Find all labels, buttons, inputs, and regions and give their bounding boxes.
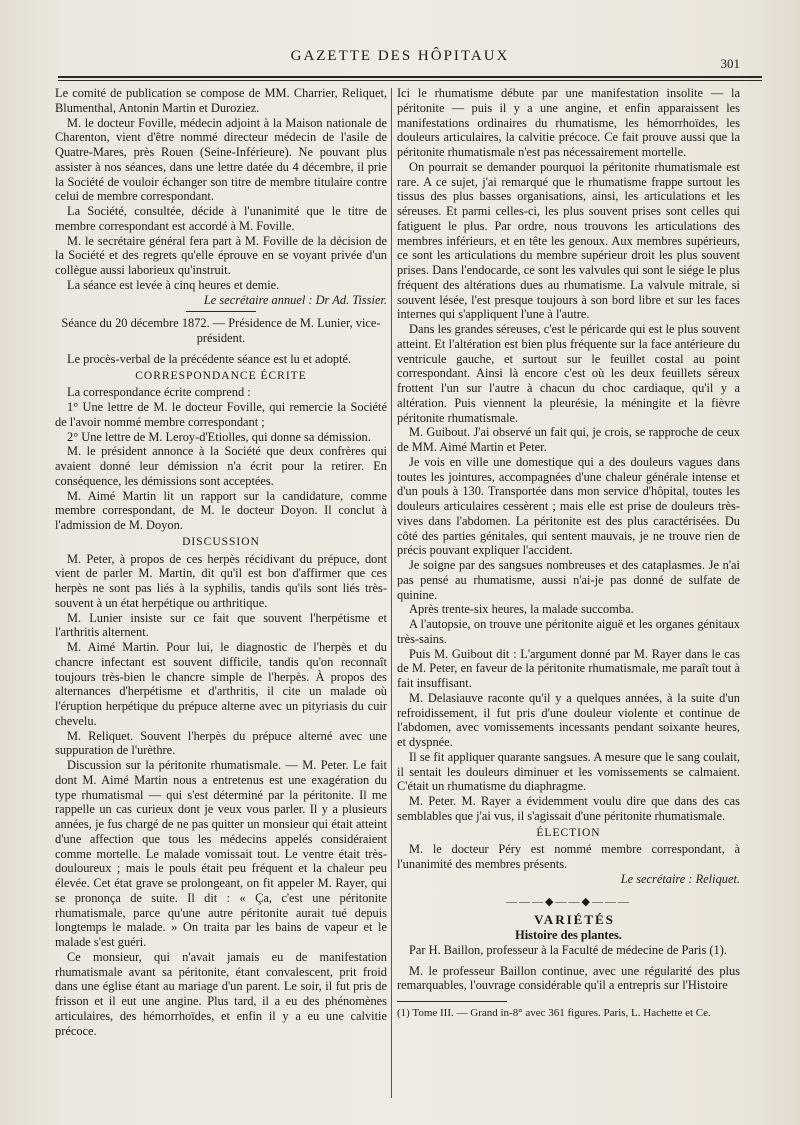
section-heading-election: ÉLECTION <box>536 826 601 839</box>
header-rule-thick <box>58 76 762 78</box>
paragraph: M. Delasiauve raconte qu'il y a quelques années, à la suite d'un refroidissement, il fut pris d'une douleur violente et continue de l'abdomen, avec vomissements incessants pendant soixante heures, et dyspnée. <box>397 690 740 749</box>
paragraph: M. le professeur Baillon continue, avec une régularité des plus remarquables, l'ouvrage considérable qu'il a entrepris sur l'Histoire <box>397 963 740 993</box>
paragraph: M. Aimé Martin. Pour lui, le diagnostic de l'herpès et du chancre infectant est souvent difficile, tandis qu'on reconnaît toujours très-bien le chancre simple de l'herpès. À propos des alternances d'herpétisme et d'arthritis, il cite un malade où l'éruption herpétique du prépuce alterne avec un pityriasis du cuir chevelu. <box>55 640 387 728</box>
paragraph: Ici le rhumatisme débute par une manifestation insolite — la péritonite — puis il y a une angine, et enfin apparaissent les manifestations ordinaires du rhumatisme, les hémorrhoïdes, les douleurs articulaires, la calvitie précoce. Ce fait prouve aussi que la péritonite rhumatismale n'est pas nécessairement mortelle. <box>397 86 740 159</box>
paragraph: M. Peter, à propos de ces herpès récidivant du prépuce, dont vient de parler M. Martin, dit qu'il est bon d'affirmer que ces herpès ne sont pas liés à la syphilis, tandis qu'ils sont liés très-souvent à un état herpétique ou arthritique. <box>55 551 387 610</box>
paragraph: M. Guibout. J'ai observé un fait qui, je crois, se rapproche de ceux de MM. Aimé Martin et Peter. <box>397 425 740 454</box>
paragraph: 2° Une lettre de M. Leroy-d'Etiolles, qui donne sa démission. <box>67 429 371 444</box>
section-heading-discussion: DISCUSSION <box>182 535 260 548</box>
signature-line: Le secrétaire annuel : Dr Ad. Tissier. <box>203 292 387 307</box>
paragraph: On pourrait se demander pourquoi la péritonite rhumatismale est rare. A ce sujet, j'ai remarqué que le rhumatisme frappe surtout les tissus des plus basses organisations, ainsi, les articulations et les séreuses. Et parmi celles-ci, les plus souvent prises sont celles qui fatiguent le plus. Par ordre, nous trouvons les articulations des membres inférieurs, et en tête les genoux. Aux membres supérieurs, ce sont les articulations du membre supérieur droit les plus souvent prises. Dans l'endocarde, ce sont les valvules qui sont le siége le plus fréquent des altérations dues au rhumatisme. La valvule mitrale, si souvent lésée, l'est presque toujours à son bord libre et sur les faces internes qui s'appliquent l'une à l'autre. <box>397 159 740 322</box>
masthead-title: GAZETTE DES HÔPITAUX <box>290 48 510 64</box>
paragraph: M. le docteur Foville, médecin adjoint à la Maison nationale de Charenton, vient d'être nommé directeur médecin de l'asile de Quatre-Mares, près Rouen (Seine-Inférieure). Ne pouvant plus assister à nos séances, dans une lettre datée du 4 décembre, il prie la Société de vouloir échanger son titre de membre titulaire contre celui de membre correspondant. <box>55 115 387 204</box>
paragraph: Puis M. Guibout dit : L'argument donné par M. Rayer dans le cas de M. Peter, en faveur de la péritonite rhumatismale, me paraît tout à fait insuffisant. <box>397 646 740 690</box>
paragraph: M. Peter. M. Rayer a évidemment voulu dire que dans des cas semblables que j'ai vus, il s'agissait d'une péritonite rhumatismale. <box>397 794 740 823</box>
paragraph: La Société, consultée, décide à l'unanimité que le titre de membre correspondant est accordé à M. Foville. <box>55 204 387 233</box>
paragraph: M. Reliquet. Souvent l'herpès du prépuce alterné avec une suppuration de l'urèthre. <box>55 728 387 758</box>
paragraph: Ce monsieur, qui n'avait jamais eu de manifestation rhumatismale avant sa péritonite, étant convalescent, prit froid dans une église étant au mariage d'un parent. Le soir, il fut pris de frisson et il eut une angine. Plus tard, il a eu des phénomènes articulaires, des hémorrhoïdes, et enfin il y a eu une calvitie précoce. <box>55 949 387 1038</box>
paragraph: M. Lunier insiste sur ce fait que souvent l'herpétisme et l'arthritis alternent. <box>55 610 387 640</box>
page-number: 301 <box>720 56 740 71</box>
paragraph: Le comité de publication se compose de MM. Charrier, Reliquet, Blumenthal, Antonin Martin et Duroziez. <box>55 86 387 115</box>
section-heading-varietes: VARIÉTÉS <box>534 912 615 928</box>
paragraph: M. le secrétaire général fera part à M. Foville de la décision de la Société et des regrets qu'elle éprouve en se voyant privée d'un collègue aussi laborieux qu'instruit. <box>55 233 387 277</box>
column-divider <box>391 88 392 1098</box>
paragraph: Après trente-six heures, la malade succomba. <box>409 602 634 617</box>
header-rule-thin <box>58 80 762 81</box>
paragraph: Dans les grandes séreuses, c'est le péricarde qui est le plus souvent atteint. Et l'altération est bien plus fréquente sur la face antérieure du ventricule gauche, et surtout sur le feuillet costal au point correspondant. Ainsi là encore c'est où les deux feuillets séreux frottent l'un sur l'autre à chacun du choc cardiaque, qu'il y a altération. Puis viennent la pleurésie, la méningite et la fièvre péritonite rhumatismale. <box>397 322 740 425</box>
article-byline: Par H. Baillon, professeur à la Faculté de médecine de Paris (1). <box>409 942 727 957</box>
paragraph: La correspondance écrite comprend : <box>67 385 251 400</box>
ornament-rule: ———◆——◆——— <box>506 895 631 908</box>
article-title: Histoire des plantes. <box>515 928 622 942</box>
paragraph: M. le président annonce à la Société que deux confrères qui avaient donné leur démission n'a écrit pour la retirer. En conséquence, les démissions sont acceptées. <box>55 444 387 488</box>
paragraph: Je soigne par des sangsues nombreuses et des cataplasmes. Je n'ai pas pensé au rhumatisme, aussi n'ai-je pas donné de sulfate de quinine. <box>397 558 740 602</box>
paragraph: Je vois en ville une domestique qui a des douleurs vagues dans toutes les jointures, accompagnées d'une chaleur générale intense et d'un pouls à 130. Transportée dans mon service d'hôpital, toutes les douleurs articulaires cessèrent ; mais elle est prise de douleurs très-vives dans l'abdomen. La péritonite est des plus caractérisées. Du côté des parties génitales, qui sentent mauvais, je ne trouve rien de précis pouvant expliquer l'accident. <box>397 454 740 558</box>
paragraph: M. Aimé Martin lit un rapport sur la candidature, comme membre correspondant, de M. le docteur Doyon. Il conclut à l'admission de M. Doyon. <box>55 488 387 532</box>
footnote: (1) Tome III. — Grand in-8° avec 361 figures. Paris, L. Hachette et Ce. <box>397 1007 711 1019</box>
right-column <box>397 86 740 1021</box>
footnote-rule <box>397 1001 507 1002</box>
paragraph: A l'autopsie, on trouve une péritonite aiguë et les organes génitaux très-sains. <box>397 617 740 646</box>
section-heading-correspondance: CORRESPONDANCE ÉCRITE <box>135 369 307 382</box>
paragraph: Il se fit appliquer quarante sangsues. A mesure que le sang coulait, il sentait les douleurs diminuer et les vomissements se calmaient. C'était un rhumatisme du diaphragme. <box>397 749 740 794</box>
paragraph: M. le docteur Péry est nommé membre correspondant, à l'unanimité des membres présents. <box>397 842 740 871</box>
signature-line: Le secrétaire : Reliquet. <box>620 871 740 886</box>
left-column <box>55 86 387 1038</box>
session-heading: Séance du 20 décembre 1872. — Présidence de M. Lunier, vice-président. <box>61 316 381 345</box>
paragraph: La séance est levée à cinq heures et demie. <box>67 277 280 292</box>
section-rule <box>186 311 256 312</box>
paragraph: 1° Une lettre de M. le docteur Foville, qui remercie la Société de l'avoir nommé membre correspondant ; <box>55 400 387 429</box>
paragraph: Le procès-verbal de la précédente séance est lu et adopté. <box>67 351 352 366</box>
paragraph: Discussion sur la péritonite rhumatismale. — M. Peter. Le fait dont M. Aimé Martin nous a entretenus est une exagération du type rhumatismal — qui s'est déterminé par la péritonite. Il me rappelle un cas curieux dont je veux vous parler. Il y a plusieurs années, je fus chargé de ne pas quitter un monsieur qui était atteint d'une affection que tous les médecins appelés considéraient comme mortelle. Le malade vomissait tout. Le ventre était très-douloureux ; mais le pouls était peu fréquent et la chaleur peu élevée. Cet état grave se prolongeant, on fit appeler M. Rayer, qui se prononça de suite. Il dit : « Ça, c'est une péritonite rhumatismale, parce qu'une autre péritonite aurait tué depuis longtemps le malade. » On traita par les bains de vapeur et le malade s'est guéri. <box>55 758 387 949</box>
